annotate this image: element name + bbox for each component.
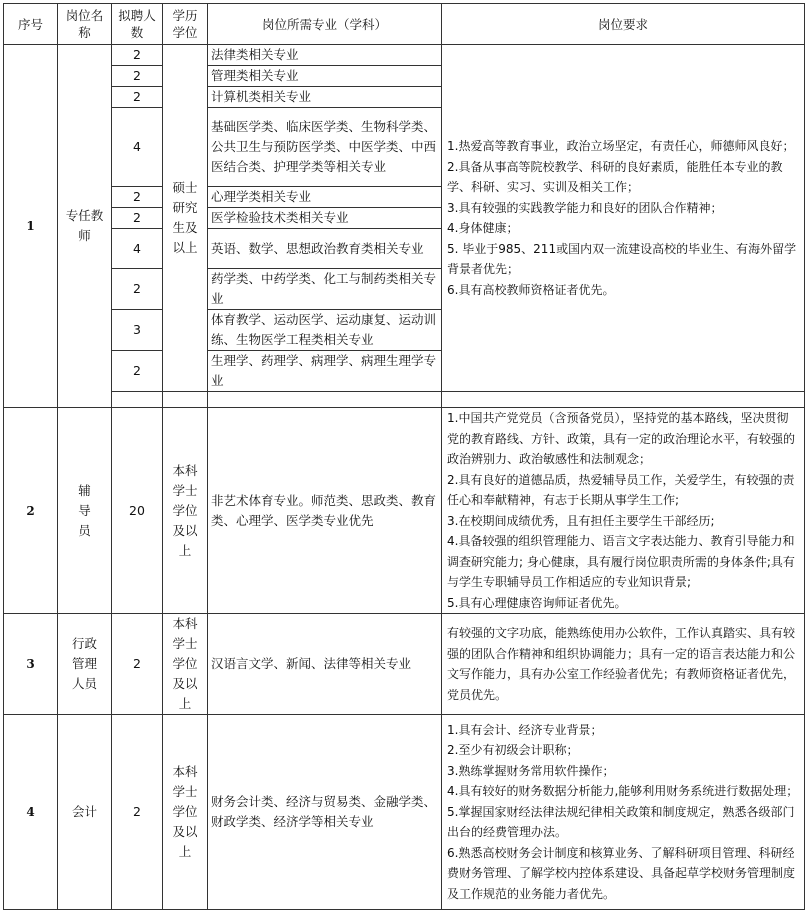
position-cell: 会计 — [58, 715, 112, 910]
major-cell: 管理类相关专业 — [208, 66, 442, 87]
empty-cell — [442, 392, 805, 408]
requirements-cell — [442, 614, 805, 715]
table-row — [4, 715, 805, 910]
requirement-item: 3.具有较强的实践教学能力和良好的团队合作精神； — [447, 200, 723, 215]
major-cell: 药学类、中药学类、化工与制药类相关专业 — [208, 269, 442, 310]
seq-cell: 1 — [4, 45, 58, 408]
requirement-item: 6.熟悉高校财务会计制度和核算业务、了解科研项目管理、科研经费财务管理、了解学校内控体系建设、具备起草学校财务管理制度及工作规范的业务能力者优先。 — [447, 845, 796, 901]
recruitment-table — [3, 3, 805, 910]
position-cell: 专任教师 — [58, 45, 112, 408]
requirements-cell — [442, 715, 805, 910]
requirement-item: 5. 毕业于985、211或国内双一流建设高校的毕业生、有海外留学背景者优先； — [447, 241, 797, 276]
requirements-cell — [442, 408, 805, 614]
table-row — [4, 408, 805, 614]
table-row — [4, 614, 805, 715]
requirement-item: 4.身体健康； — [447, 221, 519, 235]
major-cell: 英语、数学、思想政治教育类相关专业 — [208, 229, 442, 269]
major-cell: 财务会计类、经济与贸易类、金融学类、财政学类、经济学等相关专业 — [208, 715, 442, 910]
requirement-item: 5.掌握国家财经法律法规纪律相关政策和制度规定，熟悉各级部门出台的经费管理办法。 — [447, 804, 795, 840]
requirements-cell — [442, 45, 805, 392]
requirement-item: 4.具有较好的财务数据分析能力,能够利用财务系统进行数据处理； — [447, 784, 799, 799]
requirement-item: 6.具有高校教师资格证者优先。 — [447, 282, 615, 297]
major-cell: 心理学类相关专业 — [208, 187, 442, 208]
empty-cell — [112, 392, 163, 408]
count-cell: 2 — [112, 269, 163, 310]
count-cell: 20 — [112, 408, 163, 614]
header-count: 拟聘人数 — [112, 4, 163, 45]
requirement-item: 3.熟练掌握财务常用软件操作； — [447, 763, 615, 778]
major-cell: 非艺术体育专业。师范类、思政类、教育类、心理学、医学类专业优先 — [208, 408, 442, 614]
degree-cell: 硕士研究生及以上 — [163, 45, 208, 392]
requirement-item: 5.具有心理健康咨询师证者优先。 — [447, 595, 627, 610]
header-requirements: 岗位要求 — [442, 4, 805, 45]
count-cell: 2 — [112, 351, 163, 392]
count-cell: 2 — [112, 87, 163, 108]
requirement-item: 有较强的文字功底，能熟练使用办公软件，工作认真踏实、具有较强的团队合作精神和组织协调能力；具有一定的语言表达能力和公文写作能力，具有办公室工作经验者优先；有教师资格证者优先，党员优先。 — [447, 626, 796, 702]
seq-cell: 4 — [4, 715, 58, 910]
major-cell: 汉语言文学、新闻、法律等相关专业 — [208, 614, 442, 715]
degree-cell: 本科学士学位及以上 — [163, 715, 208, 910]
empty-cell — [208, 392, 442, 408]
count-cell: 2 — [112, 208, 163, 229]
count-cell: 2 — [112, 715, 163, 910]
count-cell: 2 — [112, 45, 163, 66]
header-major: 岗位所需专业（学科） — [208, 4, 442, 45]
count-cell: 4 — [112, 229, 163, 269]
seq-cell: 2 — [4, 408, 58, 614]
requirement-item: 2.具备从事高等院校教学、科研的良好素质，能胜任本专业的教学、科研、实习、实训及相关工作； — [447, 159, 783, 194]
table-row-spacer — [4, 392, 805, 408]
major-cell: 生理学、药理学、病理学、病理生理学专业 — [208, 351, 442, 392]
count-cell: 3 — [112, 310, 163, 351]
count-cell: 2 — [112, 66, 163, 87]
table-row — [4, 45, 805, 66]
count-cell: 4 — [112, 108, 163, 187]
count-cell: 2 — [112, 614, 163, 715]
header-seq: 序号 — [4, 4, 58, 45]
requirement-item: 2.具有良好的道德品质，热爱辅导员工作，关爱学生，有较强的责任心和奉献精神，有志于长期从事学生工作; — [447, 472, 795, 507]
position-cell: 行政管理人员 — [58, 614, 112, 715]
major-cell: 法律类相关专业 — [208, 45, 442, 66]
count-cell: 2 — [112, 187, 163, 208]
requirement-item: 2.至少有初级会计职称； — [447, 743, 579, 758]
degree-cell: 本科学士学位及以上 — [163, 408, 208, 614]
major-cell: 基础医学类、临床医学类、生物科学类、公共卫生与预防医学类、中医学类、中西医结合类、护理学类等相关专业 — [208, 108, 442, 187]
major-cell: 医学检验技术类相关专业 — [208, 208, 442, 229]
header-degree: 学历学位 — [163, 4, 208, 45]
major-cell: 体育教学、运动医学、运动康复、运动训练、生物医学工程类相关专业 — [208, 310, 442, 351]
degree-cell: 本科学士学位及以上 — [163, 614, 208, 715]
header-row — [4, 4, 805, 45]
requirement-item: 4.具备较强的组织管理能力、语言文字表达能力、教育引导能力和调查研究能力; 身心健康，具有履行岗位职责所需的身体条件;具有与学生专职辅导员工作相适应的专业知识背景; — [447, 534, 795, 589]
major-cell: 计算机类相关专业 — [208, 87, 442, 108]
seq-cell: 3 — [4, 614, 58, 715]
requirement-item: 1.中国共产党党员（含预备党员），坚持党的基本路线，坚决贯彻党的教育路线、方针、政策，具有一定的政治理论水平，有较强的政治辨别力、政治敏感性和法制观念； — [447, 411, 796, 466]
requirement-item: 1.具有会计、经济专业背景； — [447, 722, 603, 737]
requirement-item: 1.热爱高等教育事业，政治立场坚定，有责任心，师德师风良好； — [447, 139, 795, 153]
position-cell: 辅导员 — [58, 408, 112, 614]
requirement-item: 3.在校期间成绩优秀，且有担任主要学生干部经历; — [447, 513, 715, 528]
header-position: 岗位名称 — [58, 4, 112, 45]
empty-cell — [163, 392, 208, 408]
